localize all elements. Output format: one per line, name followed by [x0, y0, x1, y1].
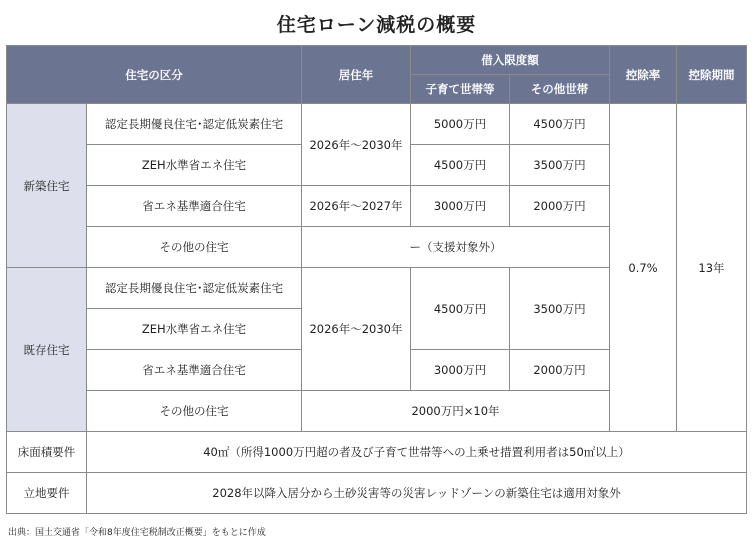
kizon-type-zeh: ZEH水準省エネ住宅: [87, 309, 302, 350]
shinchiku-shoene-kosodate: 3000万円: [411, 186, 510, 227]
kizon-sonota-note: 2000万円×10年: [302, 391, 610, 432]
kizon-type-sonota: その他の住宅: [87, 391, 302, 432]
shinchiku-year-a: 2026年～2030年: [302, 104, 411, 186]
shinchiku-sonota-note: ー（支援対象外）: [302, 227, 610, 268]
tax-table: [6, 45, 747, 514]
header-koujokikan: 控除期間: [677, 46, 747, 104]
header-sonota-setai: その他世帯: [510, 75, 610, 104]
yuka-label: 床面積要件: [7, 432, 87, 473]
shinchiku-chouki-kosodate: 5000万円: [411, 104, 510, 145]
shinchiku-zeh-sonota: 3500万円: [510, 145, 610, 186]
koujo-rate: 0.7%: [610, 104, 677, 432]
header-kosodate: 子育て世帯等: [411, 75, 510, 104]
shinchiku-type-shoene: 省エネ基準適合住宅: [87, 186, 302, 227]
shinchiku-zeh-kosodate: 4500万円: [411, 145, 510, 186]
kizon-year: 2026年～2030年: [302, 268, 411, 391]
shinchiku-type-sonota: その他の住宅: [87, 227, 302, 268]
header-kyojuunen: 居住年: [302, 46, 411, 104]
shinchiku-type-chouki: 認定長期優良住宅･認定低炭素住宅: [87, 104, 302, 145]
header-koujoritsu: 控除率: [610, 46, 677, 104]
header-gendo: 借入限度額: [411, 46, 610, 75]
source-note: 出典：国土交通省「令和8年度住宅税制改正概要」をもとに作成: [8, 528, 266, 538]
shinchiku-year-b: 2026年～2027年: [302, 186, 411, 227]
kizon-shoene-sonota: 2000万円: [510, 350, 610, 391]
ritchi-label: 立地要件: [7, 473, 87, 514]
kizon-merged-sonota: 3500万円: [510, 268, 610, 350]
shinchiku-label: 新築住宅: [7, 104, 87, 268]
yuka-text: 40㎡（所得1000万円超の者及び子育て世帯等への上乗せ措置利用者は50㎡以上）: [87, 432, 747, 473]
page-title: 住宅ローン減税の概要: [276, 14, 477, 36]
kizon-merged-kosodate: 4500万円: [411, 268, 510, 350]
shinchiku-chouki-sonota: 4500万円: [510, 104, 610, 145]
koujo-period: 13年: [677, 104, 747, 432]
kizon-type-chouki: 認定長期優良住宅･認定低炭素住宅: [87, 268, 302, 309]
header-kubun: 住宅の区分: [7, 46, 302, 104]
ritchi-text: 2028年以降入居分から土砂災害等の災害レッドゾーンの新築住宅は適用対象外: [87, 473, 747, 514]
shinchiku-type-zeh: ZEH水準省エネ住宅: [87, 145, 302, 186]
shinchiku-shoene-sonota: 2000万円: [510, 186, 610, 227]
kizon-shoene-kosodate: 3000万円: [411, 350, 510, 391]
kizon-type-shoene: 省エネ基準適合住宅: [87, 350, 302, 391]
kizon-label: 既存住宅: [7, 268, 87, 432]
